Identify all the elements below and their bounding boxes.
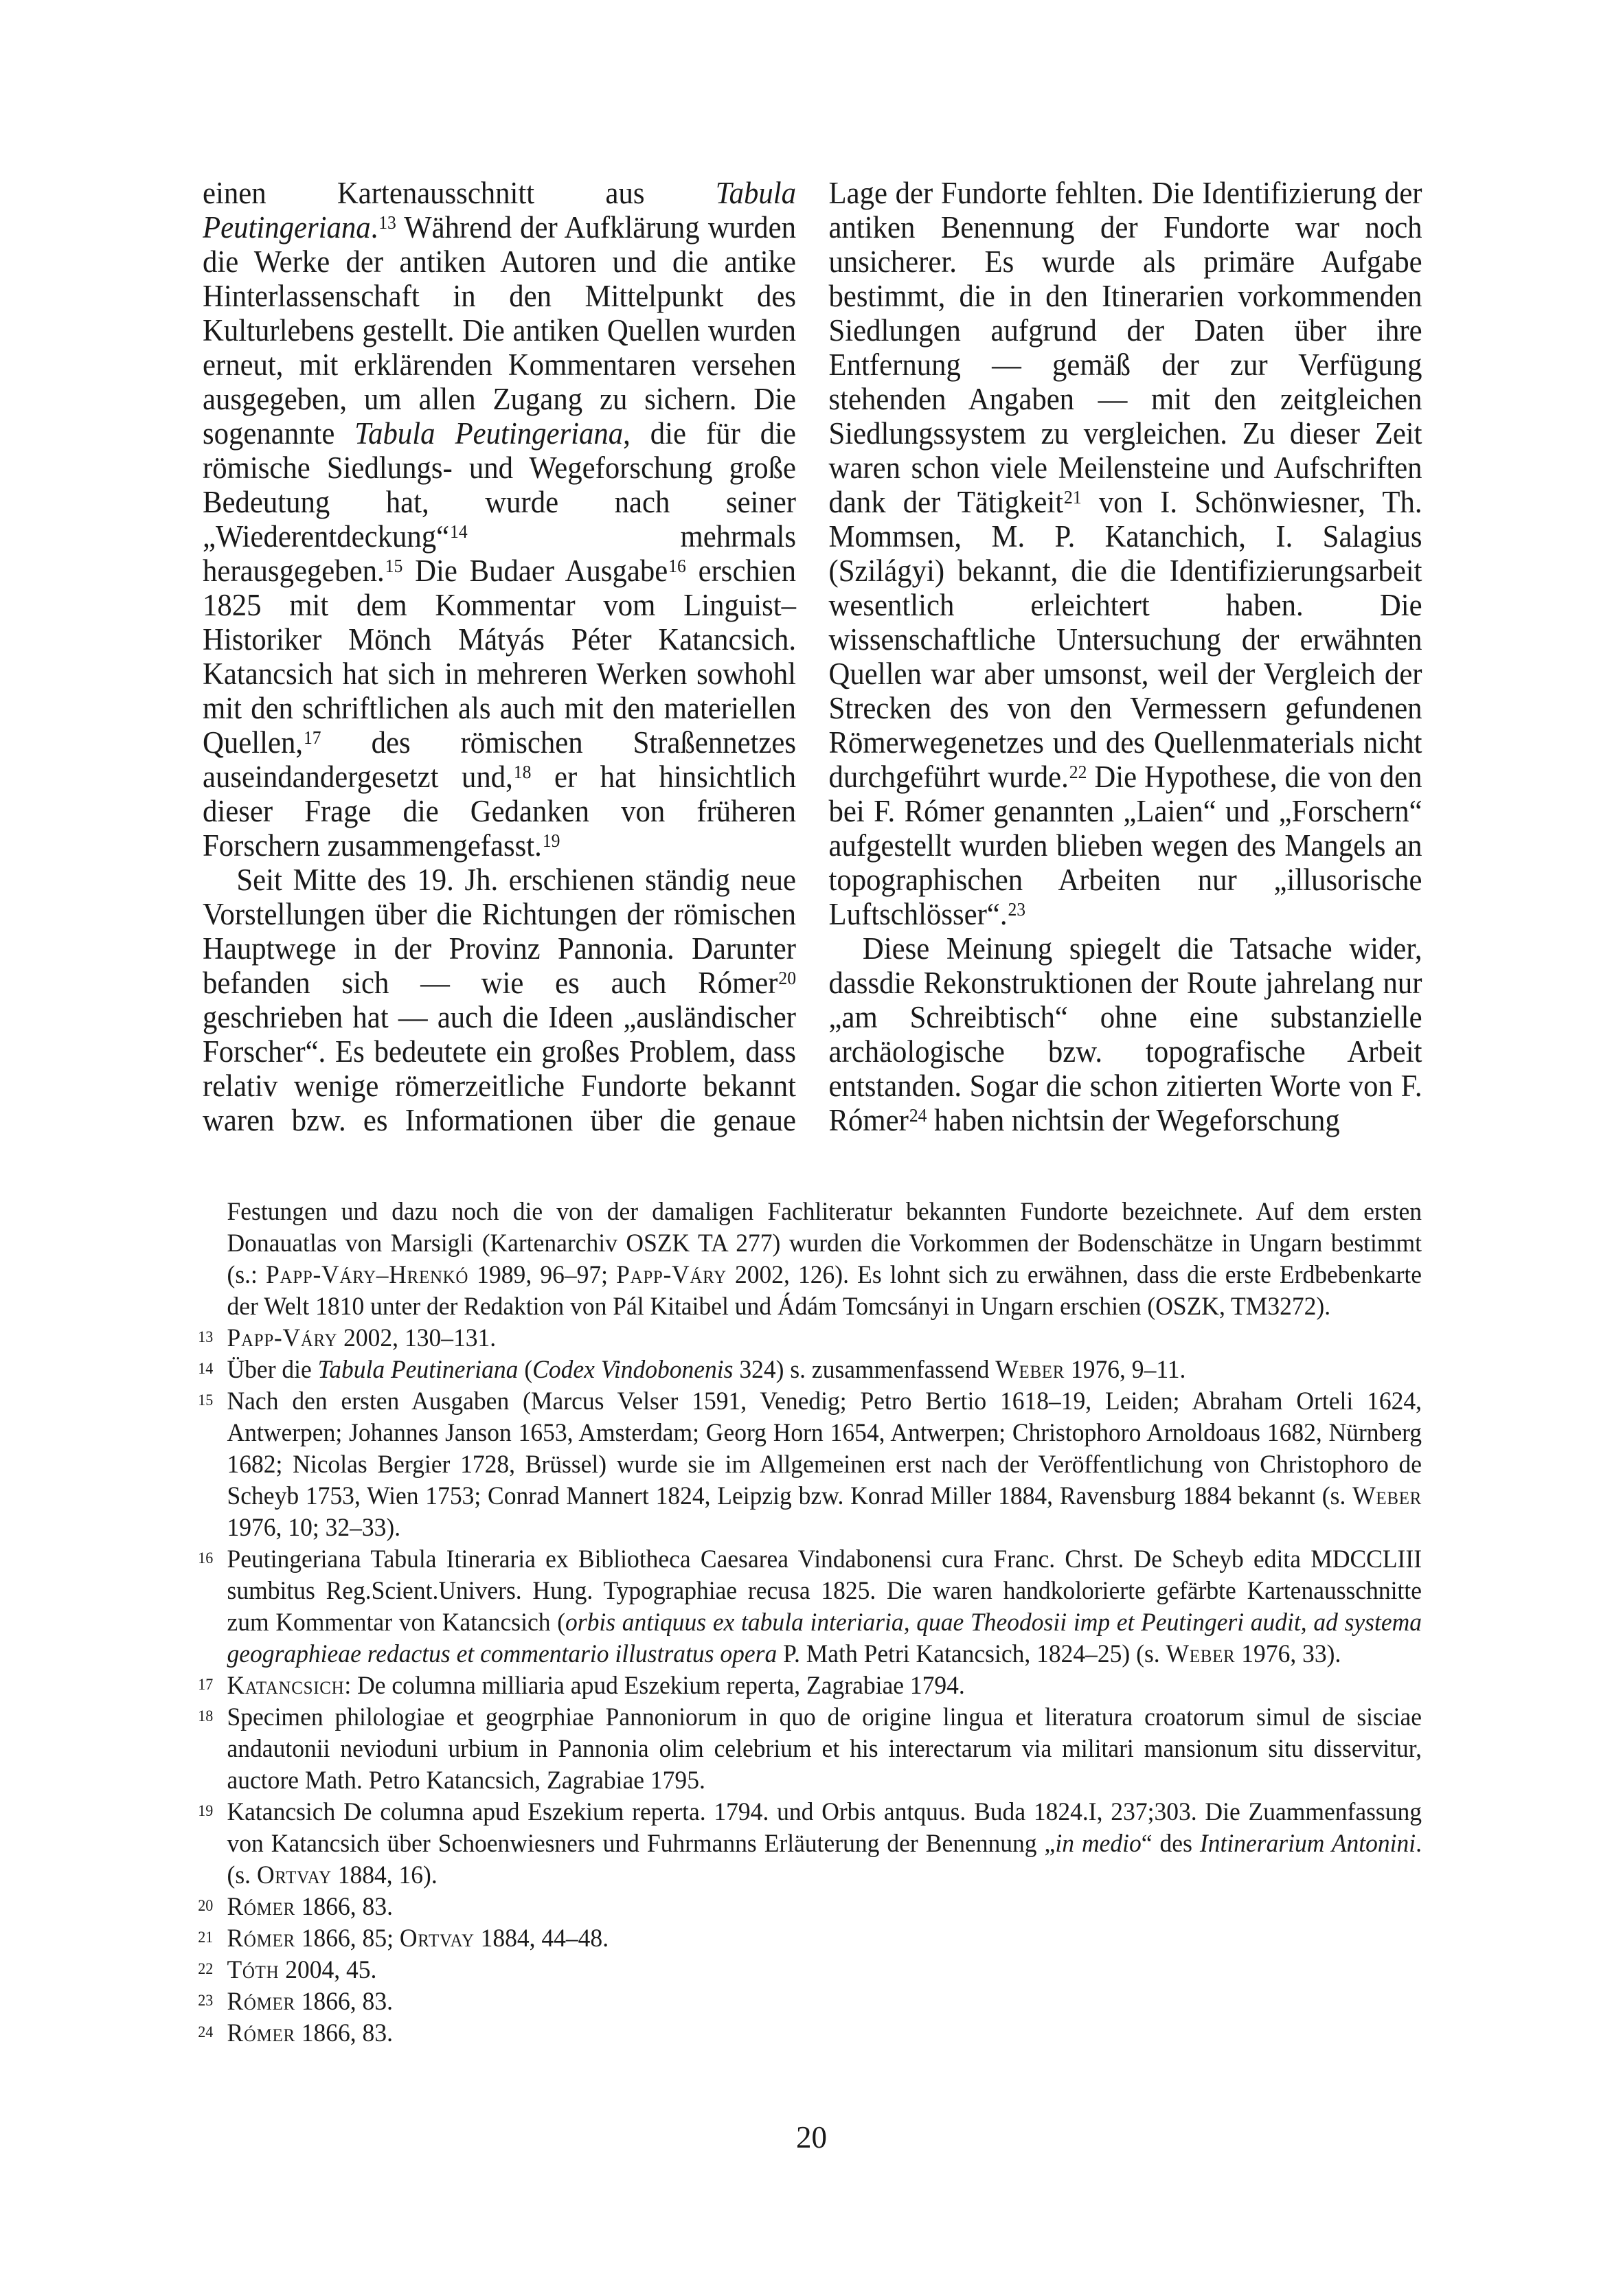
text-run: er hat hinsichtlich dieser Frage die Gedanken von früheren Forschern zusammengefasst. (203, 760, 797, 863)
footnote-text (227, 1893, 393, 1921)
footnote-item (198, 1986, 1422, 2018)
smallcaps-run: Papp-Váry (227, 1324, 338, 1352)
smallcaps-run: Rómer (227, 1893, 295, 1921)
text-run: des römischen Straßennetzes auseindandergesetzt und, (203, 725, 797, 794)
text-run: 1866, 85; (295, 1924, 400, 1953)
paragraph (203, 176, 796, 863)
footnote-item (198, 1702, 1422, 1797)
footnote-item (198, 2018, 1422, 2049)
text-run: 324) s. zusammenfassend (733, 1356, 996, 1384)
text-run: Über die (227, 1356, 318, 1384)
footnote-text (227, 1672, 965, 1700)
smallcaps-run: Ortvay (256, 1861, 332, 1889)
text-run: mehrmals herausgegeben. (203, 519, 797, 588)
footnote-item (198, 1354, 1422, 1386)
footnote-number: 15 (198, 1391, 214, 1409)
italic-run: in medio (1055, 1830, 1142, 1858)
footnote-text (227, 1798, 1422, 1889)
footnote-text (227, 1387, 1422, 1542)
footnote-item (198, 1891, 1422, 1923)
footnote-ref: 15 (385, 555, 403, 576)
text-run: 1884, 16). (331, 1861, 438, 1889)
text-run: Festungen und dazu noch die von der damaligen Fachliteratur bekannten Fundorte bezeichnete. Auf dem ersten Donauatlas von Marsigli (Kartenarchiv OSZK TA 277) wurden die Vorkommen der Bodenschätze in Ungarn bestimmt (s.: (227, 1198, 1422, 1289)
smallcaps-run: Ortvay (399, 1924, 475, 1953)
footnote-item (198, 1797, 1422, 1891)
page-number-label: 20 (796, 2120, 827, 2155)
text-run: 2004, 45. (279, 1956, 377, 1984)
text-run: 1866, 83. (295, 1988, 393, 2016)
italic-run: orbis antiquus ex tabula interiaria, quae Theodosii imp et Peutingeri audit, ad systema geographieae redactus et commentario illustratus opera (227, 1609, 1422, 1668)
footnote-ref: 16 (668, 555, 686, 576)
footnote-item (198, 1955, 1422, 1986)
text-run: Specimen philologiae et geogrphiae Pannoniorum in quo de origine lingua et literatura croatorum simul de sisciae andautonii nevioduni urbium in Pannonia olim celebrium et his interectarum via militari mansionum situ disservitur, auctore Math. Petro Katancsich, Zagrabiae 1795. (227, 1703, 1422, 1795)
footnote-number: 16 (198, 1549, 214, 1567)
footnote-text (227, 1545, 1422, 1668)
text-run: Seit Mitte des 19. Jh. erschienen ständig neue Vorstellungen über die Richtungen der römischen Hauptwege in der Provinz Pannonia. Darunter befanden sich — wie es auch Rómer (203, 863, 797, 1000)
footnote-number: 18 (198, 1707, 214, 1725)
smallcaps-run: Weber (1166, 1640, 1236, 1668)
footnote-item (198, 1323, 1422, 1354)
text-run: von I. Schönwiesner, Th. Mommsen, M. P. Katanchich, I. Salagius (Szilágyi) bekannt, die die Identifizierungsarbeit wesentlich erleichtert haben. Die wissenschaftliche Untersuchung der erwähnten Quellen war aber umsonst, weil der Vergleich der Strecken des von den Vermessern gefundenen Römerwegenetzes und des Quellenmaterials nicht durchgeführt wurde. (828, 485, 1422, 794)
footnote-ref: 17 (303, 727, 321, 748)
footnote-ref: 23 (1008, 898, 1026, 920)
footnote-item (227, 1196, 1422, 1323)
smallcaps-run: Tóth (227, 1956, 280, 1984)
text-run: Katancsich De columna apud Eszekium reperta. 1794. und Orbis antquus. Buda 1824.I, 237;303. Die Zuammenfassung von Katancsich über Schoenwiesners und Fuhrmanns Erläuterung der Benennung „ (227, 1798, 1422, 1858)
text-run: 1976, 33). (1235, 1640, 1341, 1668)
text-run: Die Budaer Ausgabe (402, 554, 668, 588)
text-run: Während der Aufklärung wurden die Werke der antiken Autoren und die antike Hinterlassenschaft in den Mittelpunkt des Kulturlebens gestellt. Die antiken Quellen wurden erneut, mit erklärenden Kommentaren versehen ausgegeben, um allen Zugang zu sichern. Die sogenannte (203, 210, 797, 451)
footnote-ref: 20 (778, 967, 797, 988)
italic-run: Tabula Peutingeriana (354, 416, 624, 451)
footnote-number: 23 (198, 1992, 214, 2009)
smallcaps-run: Katancsich (227, 1672, 345, 1700)
footnote-number: 19 (198, 1802, 214, 1819)
text-run: “ des (1141, 1830, 1200, 1858)
text-run: 1884, 44–48. (474, 1924, 609, 1953)
italic-run: Tabula Peutineriana (317, 1356, 519, 1384)
footnote-number: 20 (198, 1897, 214, 1914)
footnote-number: 17 (198, 1676, 214, 1693)
smallcaps-run: Weber (995, 1356, 1065, 1384)
footnote-ref: 18 (513, 761, 532, 782)
italic-run: Tabula Peutingeriana (203, 176, 797, 245)
text-run: 2002, 130–131. (337, 1324, 497, 1352)
text-run: P. Math Petri Katancsich, 1824–25) (s. (777, 1640, 1166, 1668)
main-text-columns (203, 176, 1422, 1146)
footnote-number: 21 (198, 1929, 214, 1946)
footnote-text (227, 1198, 1422, 1321)
text-run: 1866, 83. (295, 2019, 393, 2047)
footnote-text (227, 2019, 393, 2047)
footnote-ref: 24 (909, 1104, 927, 1126)
footnote-text (227, 1924, 609, 1953)
footnote-text (227, 1988, 393, 2016)
text-run: ( (518, 1356, 533, 1384)
footnote-number: 24 (198, 2023, 214, 2041)
footnote-ref: 19 (542, 830, 560, 851)
smallcaps-run: Weber (1352, 1482, 1422, 1510)
text-run: haben nichtsin der Wegeforschung (927, 1103, 1340, 1137)
smallcaps-run: Rómer (227, 2019, 295, 2047)
smallcaps-run: Papp-Váry (616, 1261, 727, 1289)
text-run: : De columna milliaria apud Eszekium reperta, Zagrabiae 1794. (344, 1672, 965, 1700)
footnote-item (198, 1923, 1422, 1955)
smallcaps-run: Papp-Váry–Hrenkó (266, 1261, 469, 1289)
footnote-ref: 22 (1069, 761, 1087, 782)
smallcaps-run: Rómer (227, 1988, 295, 2016)
text-run: geschrieben hat — auch die Ideen „ausländischer Forscher“. Es bedeutete ein großes Problem, dass relativ wenige römerzeitliche Fundorte bekannt waren bzw. es Informationen über die genaue Lage der Fundorte fehlten. Die Identifizierung der antiken Benennung der Fundorte war noch unsicherer. Es wurde als primäre Aufgabe bestimmt, die in den Itinerarien vorkommenden Siedlungen aufgrund der Daten über ihre Entfernung — gemäß der zur Verfügung stehenden Angaben — mit den zeitgleichen Siedlungssystem zu vergleichen. Zu dieser Zeit waren schon viele Meilensteine und Aufschriften dank der Tätigkeit (203, 176, 1422, 1137)
text-run: Diese Meinung spiegelt die Tatsache wider, dassdie Rekonstruktionen der Route jahrelang nur „am Schreibtisch“ ohne eine substanzielle archäologische bzw. topografische Arbeit entstanden. Sogar die schon zitierten Worte von F. Rómer (828, 931, 1422, 1137)
footnote-item (198, 1544, 1422, 1670)
footnote-item (198, 1670, 1422, 1702)
text-run: Peutingeriana Tabula Itineraria ex Bibliotheca Caesarea Vindabonensi cura Franc. Chrst. De Scheyb edita MDCCLIII sumbitus Reg.Scient.Univers. Hung. Typographiae recusa 1825. Die waren handkolorierte gefärbte Kartenausschnitte zum Kommentar von Katancsich ( (227, 1545, 1422, 1637)
footnote-text (227, 1703, 1422, 1795)
text-run: 1976, 10; 32–33). (227, 1514, 401, 1542)
text-run: 1989, 96–97; (468, 1261, 617, 1289)
footnote-number: 13 (198, 1328, 214, 1345)
text-run: , die für die römische Siedlungs- und Wegeforschung große Bedeutung hat, wurde nach seiner „Wiederentdeckung“ (203, 416, 797, 554)
paragraph (829, 931, 1422, 1137)
text-run: 1866, 83. (295, 1893, 393, 1921)
text-run: . (370, 210, 378, 245)
text-run: Die Hypothese, die von den bei F. Rómer genannten „Laien“ und „Forschern“ aufgestellt wurden blieben wegen des Mangels an topographischen Arbeiten nur „illusorische Luftschlösser“. (828, 760, 1422, 931)
text-run: Nach den ersten Ausgaben (Marcus Velser 1591, Venedig; Petro Bertio 1618–19, Leiden; Abraham Orteli 1624, Antwerpen; Johannes Janson 1653, Amsterdam; Georg Horn 1654, Antwerpen; Christophoro Arnoldoaus 1682, Nürnberg 1682; Nicolas Bergier 1728, Brüssel) wurde sie im Allgemeinen erst nach der Veröffentlichung von Christophoro de Scheyb 1753, Wien 1753; Conrad Mannert 1824, Leipzig bzw. Konrad Miller 1884, Ravensburg 1884 bekannt (s. (227, 1387, 1422, 1510)
footnote-text (227, 1356, 1186, 1384)
smallcaps-run: Rómer (227, 1924, 295, 1953)
text-run: einen Kartenausschnitt aus (203, 176, 716, 210)
footnote-text (227, 1956, 377, 1984)
text-run: . (s. (227, 1830, 1422, 1889)
footnote-number: 14 (198, 1360, 214, 1377)
footnote-ref: 21 (1064, 486, 1082, 508)
footnote-item (198, 1386, 1422, 1544)
footnote-ref: 14 (450, 521, 468, 542)
text-run: erschien 1825 mit dem Kommentar vom Linguist–Historiker Mönch Mátyás Péter Katancsich. Katancsich hat sich in mehreren Werken sowhohl mit den schriftlichen als auch mit den materiellen Quellen, (203, 554, 797, 760)
footnote-text (227, 1324, 497, 1352)
footnote-ref: 13 (378, 212, 396, 233)
text-run: 2002, 126). Es lohnt sich zu erwähnen, dass die erste Erdbebenkarte der Welt 1810 unter der Redaktion von Pál Kitaibel und Ádám Tomcsányi in Ungarn erschien (OSZK, TM3272). (227, 1261, 1422, 1321)
italic-run: Codex Vindobonenis (532, 1356, 734, 1384)
footnotes-section (198, 1196, 1422, 2049)
footnote-number: 22 (198, 1960, 214, 1977)
text-run: 1976, 9–11. (1065, 1356, 1186, 1384)
italic-run: Intinerarium Antonini (1199, 1830, 1416, 1858)
